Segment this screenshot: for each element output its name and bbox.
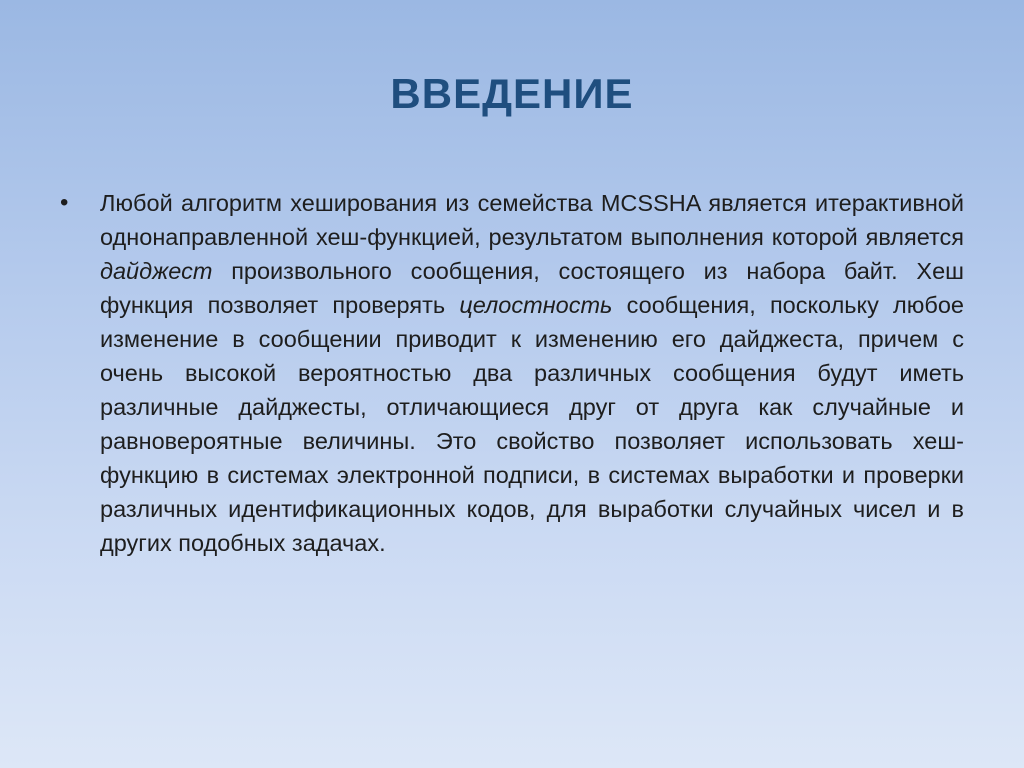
paragraph-text-part-2: произвольного сообщения, состоящего из набора байт. Хеш функция позволяет проверять <box>100 258 964 318</box>
paragraph-text-part-3: сообщения, поскольку любое изменение в сообщении приводит к изменению его дайджеста, причем с очень высокой вероятностью два различных сообщения будут иметь различные дайджесты, отличающиеся друг от друга как случайные и равновероятные величины. Это свойство позволяет использовать хеш-функцию в системах электронной подписи, в системах выработки и проверки различных идентификационных кодов, для выработки случайных чисел и в других подобных задачах. <box>100 292 964 556</box>
emphasized-term-digest: дайджест <box>100 258 213 284</box>
bullet-paragraph <box>100 186 964 560</box>
bullet-item <box>60 186 964 560</box>
emphasized-term-integrity: целостность <box>459 292 613 318</box>
paragraph-text-part-1: Любой алгоритм хеширования из семейства MCSSHA является итерактивной однонаправленной хеш-функцией, результатом выполнения которой является <box>100 190 964 250</box>
bullet-icon: • <box>60 189 69 216</box>
slide-title: ВВЕДЕНИЕ <box>390 70 634 117</box>
slide-body <box>60 186 964 560</box>
